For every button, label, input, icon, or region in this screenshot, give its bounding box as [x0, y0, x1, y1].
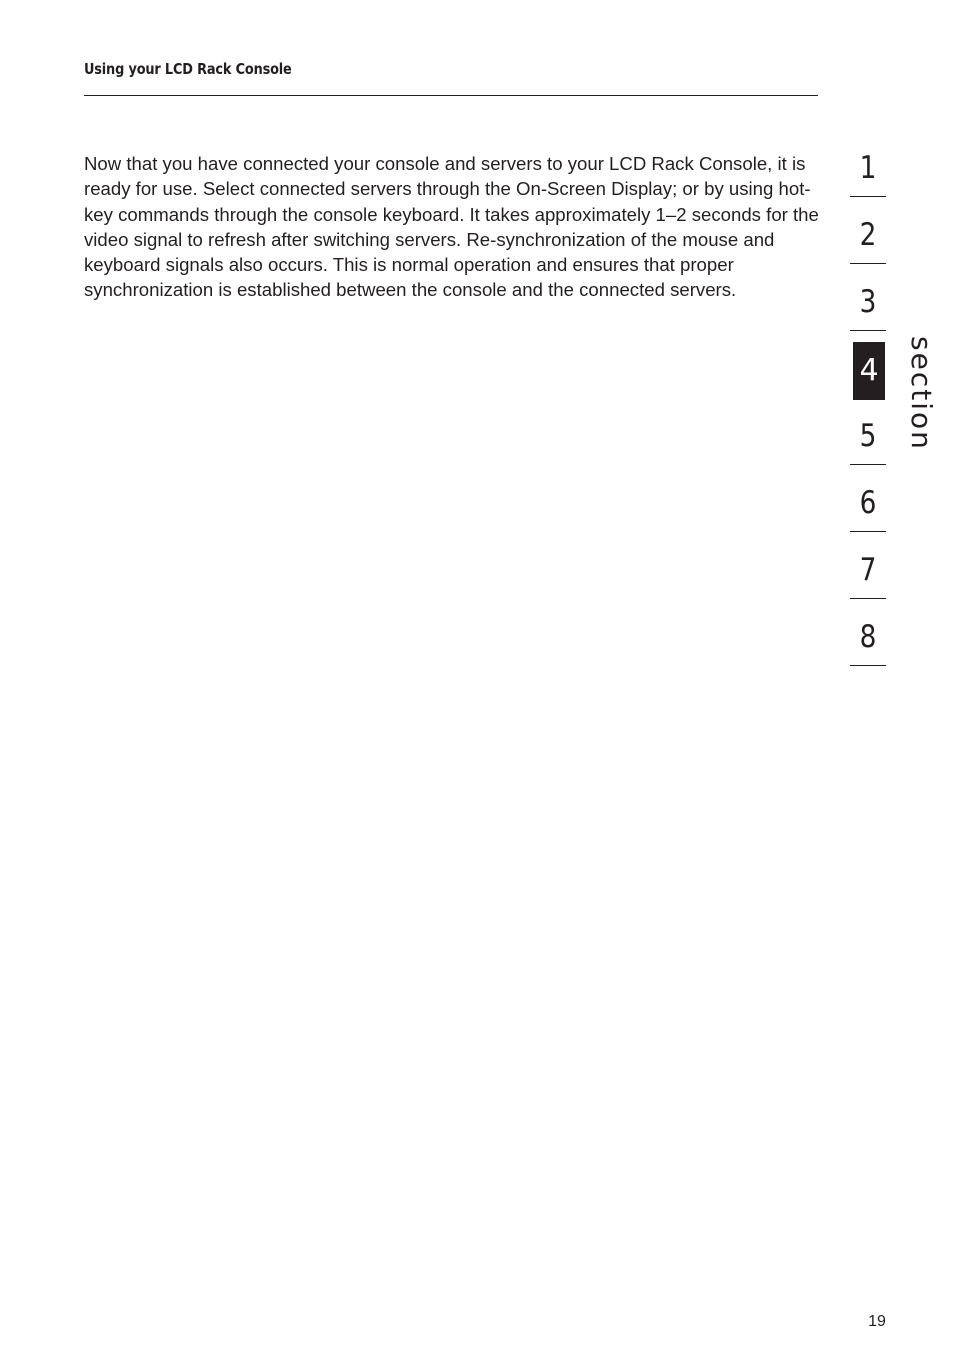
- section-tab-number: 8: [859, 619, 877, 655]
- section-label: section: [905, 336, 938, 451]
- section-tab-number: 3: [859, 284, 877, 320]
- section-tab-number: 2: [859, 217, 877, 253]
- section-tab-number: 5: [859, 418, 877, 454]
- running-header-title: Using your LCD Rack Console: [84, 60, 292, 78]
- section-tab-4-active[interactable]: [850, 331, 886, 398]
- section-tab-5[interactable]: [850, 398, 886, 465]
- section-tab-3[interactable]: [850, 264, 886, 331]
- tab-divider: [850, 665, 886, 666]
- header-divider: [84, 95, 818, 96]
- section-tab-6[interactable]: [850, 465, 886, 532]
- section-tab-number: 7: [859, 552, 877, 588]
- body-paragraph: Now that you have connected your console and servers to your LCD Rack Console, it is ready for use. Select connected servers through the On-Screen Display; or by using hot-key commands through the console keyboard. It takes approximately 1–2 seconds for the video signal to refresh after switching servers. Re-synchronization of the mouse and keyboard signals also occurs. This is normal operation and ensures that proper synchronization is established between the console and the connected servers.: [84, 153, 819, 301]
- section-tab-2[interactable]: [850, 197, 886, 264]
- section-tab-number: 1: [859, 150, 877, 186]
- section-tab-8[interactable]: [850, 599, 886, 666]
- section-tab-1[interactable]: [850, 130, 886, 197]
- section-tab-number: 6: [859, 485, 877, 521]
- page-number: 19: [868, 1313, 886, 1330]
- section-tab-number: 4: [853, 342, 885, 400]
- section-tab-7[interactable]: [850, 532, 886, 599]
